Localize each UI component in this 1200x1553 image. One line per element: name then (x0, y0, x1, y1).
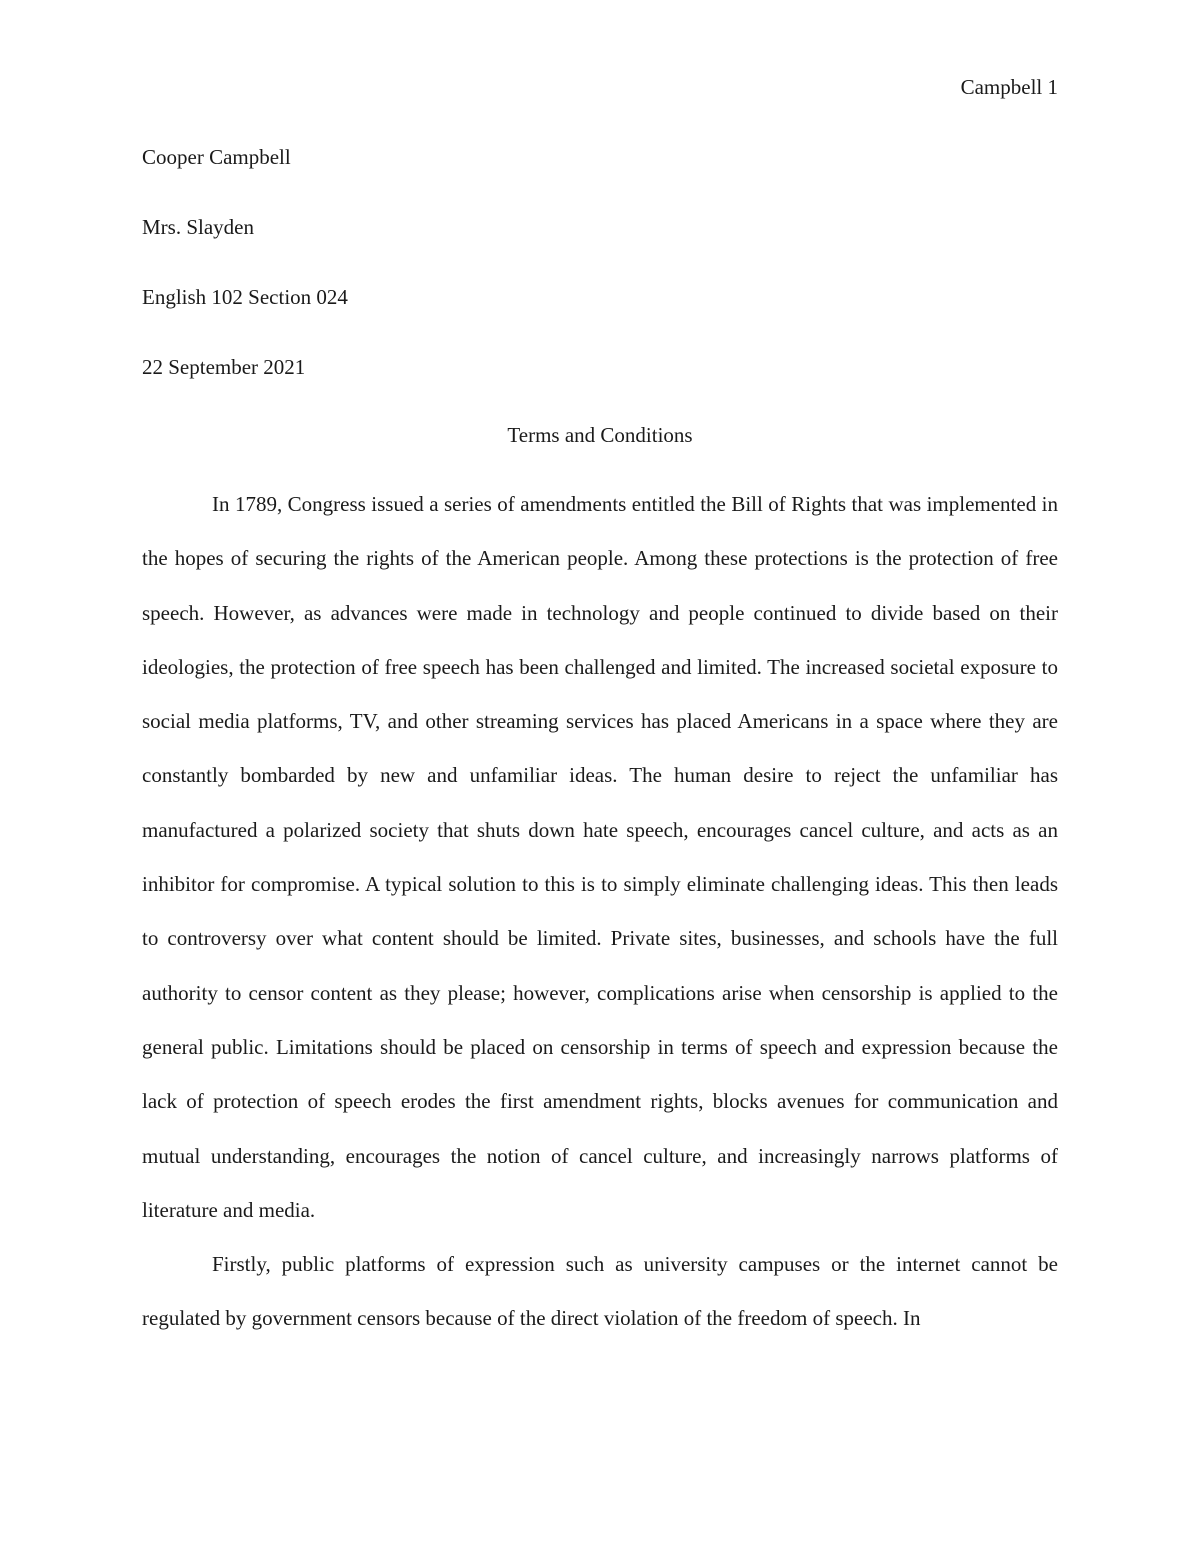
paragraph: Firstly, public platforms of expression such as university campuses or the internet cannot be regulated by government censors because of the direct violation of the freedom of speech. In (142, 1252, 1058, 1331)
mla-heading (142, 143, 1058, 423)
running-head: Campbell 1 (960, 75, 1058, 99)
essay-title: Terms and Conditions (507, 423, 693, 447)
instructor-name: Mrs. Slayden (142, 215, 254, 239)
paragraph: In 1789, Congress issued a series of amendments entitled the Bill of Rights that was implemented in the hopes of securing the rights of the American people. Among these protections is the protection of free speech. However, as advances were made in technology and people continued to divide based on their ideologies, the protection of free speech has been challenged and limited. The increased societal exposure to social media platforms, TV, and other streaming services has placed Americans in a space where they are constantly bombarded by new and unfamiliar ideas. The human desire to reject the unfamiliar has manufactured a polarized society that shuts down hate speech, encourages cancel culture, and acts as an inhibitor for compromise. A typical solution to this is to simply eliminate challenging ideas. This then leads to controversy over what content should be limited. Private sites, businesses, and schools have the full authority to censor content as they please; however, complications arise when censorship is applied to the general public. Limitations should be placed on censorship in terms of speech and expression because the lack of protection of speech erodes the first amendment rights, blocks avenues for communication and mutual understanding, encourages the notion of cancel culture, and increasingly narrows platforms of literature and media. (142, 492, 1058, 1222)
essay-body (142, 477, 1058, 1346)
course-name: English 102 Section 024 (142, 285, 348, 309)
student-name: Cooper Campbell (142, 145, 291, 169)
date-line: 22 September 2021 (142, 355, 306, 379)
